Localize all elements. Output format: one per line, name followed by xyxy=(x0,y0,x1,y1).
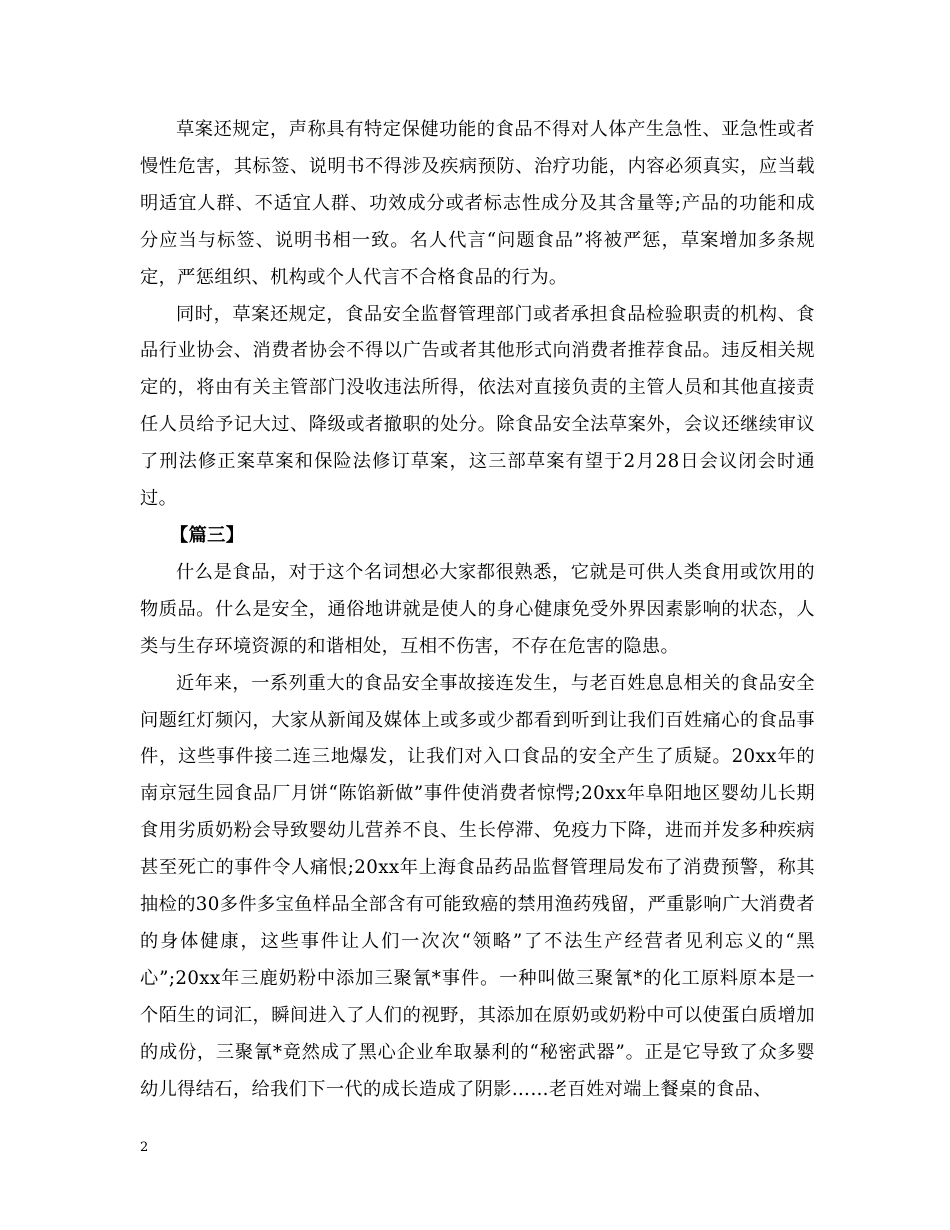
section-heading: 【篇三】 xyxy=(170,524,245,546)
page-number: 2 xyxy=(140,1140,149,1155)
paragraph-food-safety-incidents: 近年来，一系列重大的食品安全事故接连发生，与老百姓息息相关的食品安全问题红灯频闪，大家从新闻及媒体上或多或少都看到听到让我们百姓痛心的食品事件，这些事件接二连三地爆发，让我们对入口食品的安全产生了质疑。20xx年的南京冠生园食品厂月饼“陈馅新做”事件使消费者惊愕;20xx年阜阳地区婴幼儿长期食用劣质奶粉会导致婴幼儿营养不良、生长停滞、免疫力下降，进而并发多种疾病甚至死亡的事件令人痛恨;20xx年上海食品药品监督管理局发布了消费预警，称其抽检的30多件多宝鱼样品全部含有可能致癌的禁用渔药残留，严重影响广大消费者的身体健康，这些事件让人们一次次“领略”了不法生产经营者见利忘义的“黑心”;20xx年三鹿奶粉中添加三聚氰*事件。一种叫做三聚氰*的化工原料原本是一个陌生的词汇，瞬间进入了人们的视野，其添加在原奶或奶粉中可以使蛋白质增加的成份，三聚氰*竟然成了黑心企业牟取暴利的“秘密武器”。正是它导致了众多婴幼儿得结石，给我们下一代的成长造成了阴影……老百姓对端上餐桌的食品、 xyxy=(140,672,815,1100)
paragraph-food-safety-definition: 什么是食品，对于这个名词想必大家都很熟悉，它就是可供人类食用或饮用的物质品。什么是安全，通俗地讲就是使人的身心健康免受外界因素影响的状态，人类与生存环境资源的和谐相处，互相不伤害，不存在危害的隐患。 xyxy=(140,561,815,657)
document-body xyxy=(140,112,815,1108)
paragraph-health-food-rules: 草案还规定，声称具有特定保健功能的食品不得对人体产生急性、亚急性或者慢性危害，其标签、说明书不得涉及疾病预防、治疗功能，内容必须真实，应当载明适宜人群、不适宜人群、功效成分或者标志性成分及其含量等;产品的功能和成分应当与标签、说明书相一致。名人代言“问题食品”将被严惩，草案增加多条规定，严惩组织、机构或个人代言不合格食品的行为。 xyxy=(140,119,815,288)
paragraph-supervision-rules: 同时，草案还规定，食品安全监督管理部门或者承担食品检验职责的机构、食品行业协会、消费者协会不得以广告或者其他形式向消费者推荐食品。违反相关规定的，将由有关主管部门没收违法所得，依法对直接负责的主管人员和其他直接责任人员给予记大过、降级或者撤职的处分。除食品安全法草案外，会议还继续审议了刑法修正案草案和保险法修订草案，这三部草案有望于2月28日会议闭会时通过。 xyxy=(140,303,815,510)
